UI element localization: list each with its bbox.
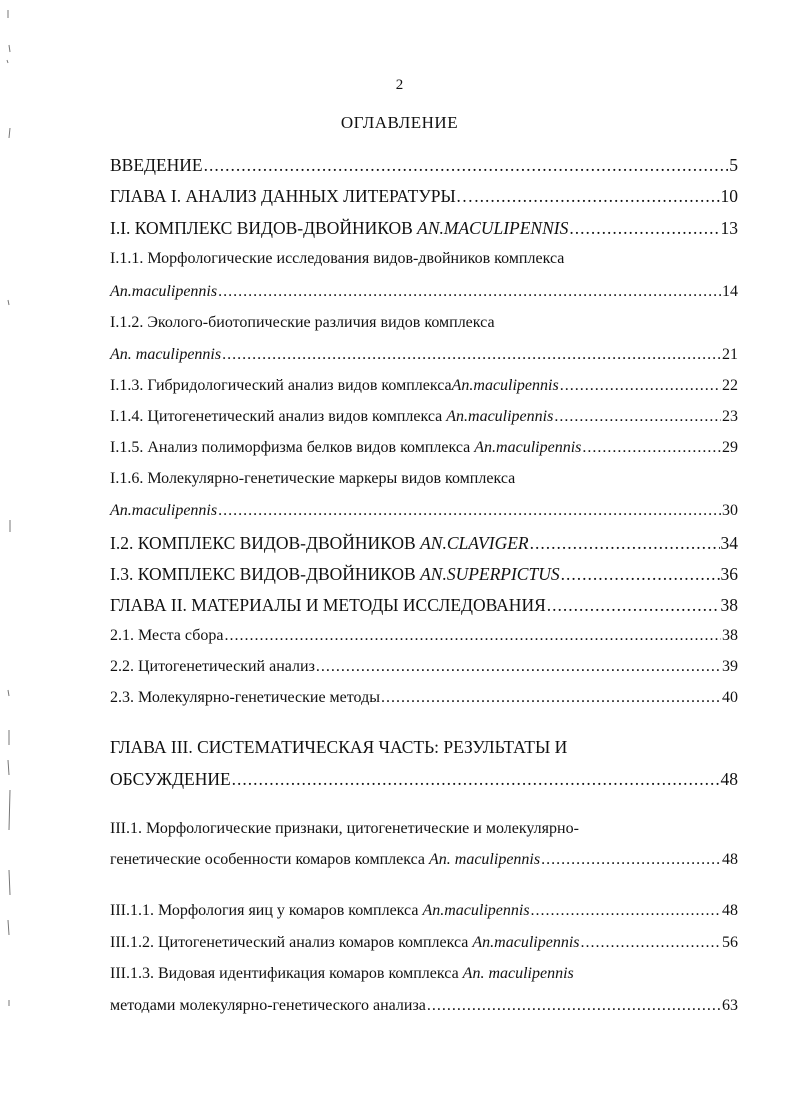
toc-leader [530,533,720,554]
toc-entry-text: ОБСУЖДЕНИЕ [110,769,231,789]
toc-entry-page: 39 [722,658,738,675]
toc-leader [560,377,721,395]
toc-entry-text: 2.2. Цитогенетический анализ [110,658,315,675]
toc-entry-italic: An.maculipennis [451,377,559,394]
toc-entry-page: 5 [729,155,738,175]
toc-entry-3-1-line1: III.1. Морфологические признаки, цитогенетические и молекулярно- [110,820,579,837]
toc-entry-text: методами молекулярно-генетического анализа [110,997,426,1014]
toc-entry-text [110,502,217,520]
toc-leader [222,346,721,364]
toc-entry-text [110,218,568,239]
toc-entry-chapter-3 [110,769,738,790]
toc-entry-page: 10 [720,186,738,206]
toc-entry-1-2 [110,533,738,554]
toc-entry-text: 2.1. Места сбора [110,627,224,644]
toc-entry-1-1-6 [110,502,738,520]
toc-entry-page: 14 [722,283,738,300]
toc-entry-text: 2.3. Молекулярно-генетические методы [110,689,380,706]
toc-entry-italic: An.maculipennis [446,408,554,425]
toc-title: ОГЛАВЛЕНИЕ [340,113,459,132]
toc-entry-page: 23 [722,408,738,425]
toc-entry-text-part: I.I. КОМПЛЕКС ВИДОВ-ДВОЙНИКОВ [110,218,418,238]
toc-entry-page: 38 [720,595,738,615]
toc-entry-text [110,564,560,585]
toc-entry-page: 30 [722,502,738,519]
toc-entry-3-1-1 [110,902,738,920]
toc-entry-text-part: I.1.4. Цитогенетический анализ видов комплекса [110,408,447,425]
toc-entry-text: ГЛАВА II. МАТЕРИАЛЫ И МЕТОДЫ ИССЛЕДОВАНИЯ [110,595,546,615]
toc-entry-1-1-2 [110,346,738,364]
toc-entry-3-1-3-line1 [110,965,574,983]
toc-entry-1-1-5 [110,439,738,457]
toc-entry-italic: AN.MACULIPENNIS [417,218,569,238]
toc-leader [554,408,721,426]
toc-entry-text [110,439,581,457]
toc-entry-chapter-1 [110,186,738,207]
toc-entry-text-part: I.3. КОМПЛЕКС ВИДОВ-ДВОЙНИКОВ [110,564,421,584]
toc-entry-1-3 [110,564,738,585]
toc-entry-italic: An.maculipennis [110,502,218,519]
toc-entry-text [110,851,540,869]
toc-entry-1-1-1 [110,283,738,301]
toc-entry-text [110,408,553,426]
toc-leader [541,851,721,869]
toc-entry-3-1-3 [110,997,738,1015]
toc-leader [232,769,720,790]
toc-leader [531,902,721,920]
toc-entry-page: 36 [720,564,738,584]
toc-entry-text-part: I.2. КОМПЛЕКС ВИДОВ-ДВОЙНИКОВ [110,533,421,553]
toc-entry-1-1 [110,218,738,239]
toc-entry-text-part: I.1.3. Гибридологический анализ видов комплекса [110,377,452,394]
toc-entry-text-part: I.1.5. Анализ полиморфизма белков видов комплекса [110,439,475,456]
toc-entry-italic: AN.SUPERPICTUS [420,564,560,584]
toc-leader [569,218,719,239]
toc-entry-1-1-3 [110,377,738,395]
toc-entry-page: 22 [722,377,738,394]
toc-entry-page: 56 [722,934,738,951]
toc-entry-page: 21 [722,346,738,363]
toc-leader [427,997,721,1015]
toc-entry-1-1-4 [110,408,738,426]
toc-entry-italic: An.maculipennis [472,934,580,951]
toc-entry-chapter-2 [110,595,738,616]
toc-entry-italic: An. maculipennis [110,346,222,363]
toc-entry-page: 48 [722,902,738,919]
toc-entry-text [110,533,529,554]
toc-leader [218,283,721,301]
toc-entry-text-part: III.1.3. Видовая идентификация комаров комплекса [110,965,463,982]
toc-leader [561,564,720,585]
toc-entry-1-1-2-line1: I.1.2. Эколого-биотопические различия видов комплекса [110,314,495,331]
toc-entry-1-1-6-line1: I.1.6. Молекулярно-генетические маркеры видов комплекса [110,470,516,487]
toc-entry-page: 34 [720,533,738,553]
toc-leader [581,934,722,952]
toc-entry-text-part: генетические особенности комаров комплекса [110,851,429,868]
toc-entry-text [110,283,217,301]
toc-entry-2-1 [110,627,738,645]
toc-entry-text: ГЛАВА I. АНАЛИЗ ДАННЫХ ЛИТЕРАТУРЫ… [110,186,474,206]
toc-entry-italic: An.maculipennis [422,902,530,919]
toc-entry-text [110,934,580,952]
toc-entry-3-1-2 [110,934,738,952]
toc-leader [316,658,721,676]
toc-entry-3-1 [110,851,738,869]
toc-entry-vvedenie [110,155,738,176]
toc-entry-text [110,346,221,364]
toc-leader [474,186,719,207]
toc-leader [204,155,729,176]
toc-entry-text: ВВЕДЕНИЕ [110,155,203,175]
toc-entry-page: 29 [722,439,738,456]
scan-margin-specks [0,0,30,1095]
toc-entry-text-part: III.1.1. Морфология яиц у комаров комплекса [110,902,423,919]
toc-leader [582,439,721,457]
toc-entry-page: 48 [722,851,738,868]
toc-entry-text [110,902,530,920]
page-number: 2 [395,77,404,93]
toc-entry-italic: AN.CLAVIGER [420,533,529,553]
toc-leader [218,502,721,520]
toc-entry-chapter-3-line1: ГЛАВА III. СИСТЕМАТИЧЕСКАЯ ЧАСТЬ: РЕЗУЛЬТАТЫ И [110,737,568,757]
toc-entry-italic: An. maculipennis [429,851,541,868]
toc-entry-2-3 [110,689,738,707]
toc-leader [381,689,721,707]
toc-entry-page: 48 [720,769,738,789]
toc-entry-page: 13 [720,218,738,238]
toc-entry-italic: An.maculipennis [474,439,582,456]
toc-entry-text-part: III.1.2. Цитогенетический анализ комаров комплекса [110,934,473,951]
toc-entry-page: 63 [722,997,738,1014]
toc-entry-1-1-1-line1: I.1.1. Морфологические исследования видов-двойников комплекса [110,250,565,267]
toc-entry-2-2 [110,658,738,676]
toc-leader [547,595,720,616]
toc-entry-italic: An. maculipennis [462,965,574,982]
toc-entry-text [110,377,559,395]
toc-entry-page: 40 [722,689,738,706]
toc-entry-italic: An.maculipennis [110,283,218,300]
toc-leader [224,627,721,645]
toc-entry-page: 38 [722,627,738,644]
